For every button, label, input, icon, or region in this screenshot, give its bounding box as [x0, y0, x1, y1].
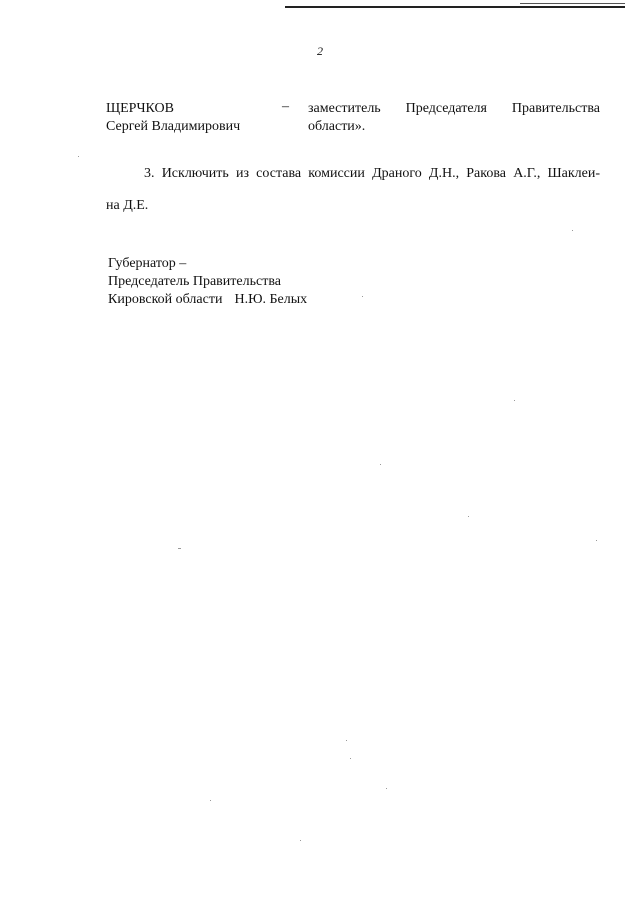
member-given-names: Сергей Владимирович	[106, 119, 241, 134]
clause-word: Драного	[372, 166, 422, 181]
clause-3	[106, 158, 600, 222]
top-rule	[285, 6, 625, 8]
scan-speck	[572, 230, 573, 231]
role-word: заместитель	[308, 101, 381, 116]
scan-speck	[346, 740, 347, 741]
signature-name: Н.Ю. Белых	[234, 292, 308, 307]
page-number: 2	[317, 44, 323, 58]
clause-word: 3.	[144, 166, 155, 181]
clause-word: из	[235, 166, 249, 181]
scan-speck	[362, 296, 363, 297]
member-dash: –	[282, 99, 289, 114]
scan-speck	[386, 788, 387, 789]
member-role	[308, 100, 600, 136]
signature-title-line3	[108, 291, 408, 309]
top-rule-thin	[520, 3, 625, 4]
member-role-line2: области».	[308, 119, 366, 134]
signature-block	[108, 255, 408, 309]
signature-region: Кировской области	[108, 292, 223, 307]
clause-line2: на Д.Е.	[106, 198, 149, 213]
clause-word: Ракова	[466, 166, 506, 181]
role-word: Председателя	[405, 101, 487, 116]
member-surname: ЩЕРЧКОВ	[106, 101, 174, 116]
role-word: Правительства	[511, 101, 600, 116]
clause-word: А.Г.,	[513, 166, 541, 181]
scan-speck	[78, 156, 79, 157]
signature-title-line2: Председатель Правительства	[108, 274, 281, 289]
signature-title-line1: Губернатор –	[108, 256, 187, 271]
scan-speck	[300, 840, 301, 841]
scan-speck	[514, 400, 515, 401]
clause-word: состава	[256, 166, 302, 181]
scan-speck	[596, 540, 597, 541]
clause-word: Исключить	[161, 166, 229, 181]
scan-speck	[178, 548, 181, 549]
clause-word: Д.Н.,	[428, 166, 460, 181]
scan-speck	[210, 800, 211, 801]
scan-speck	[380, 464, 381, 465]
scan-speck	[468, 516, 469, 517]
member-name	[106, 100, 276, 136]
scan-speck	[350, 758, 351, 759]
clause-word: комиссии	[308, 166, 365, 181]
clause-line1	[106, 158, 600, 190]
member-role-line1	[308, 100, 600, 118]
clause-word: Шаклеи-	[547, 166, 600, 181]
